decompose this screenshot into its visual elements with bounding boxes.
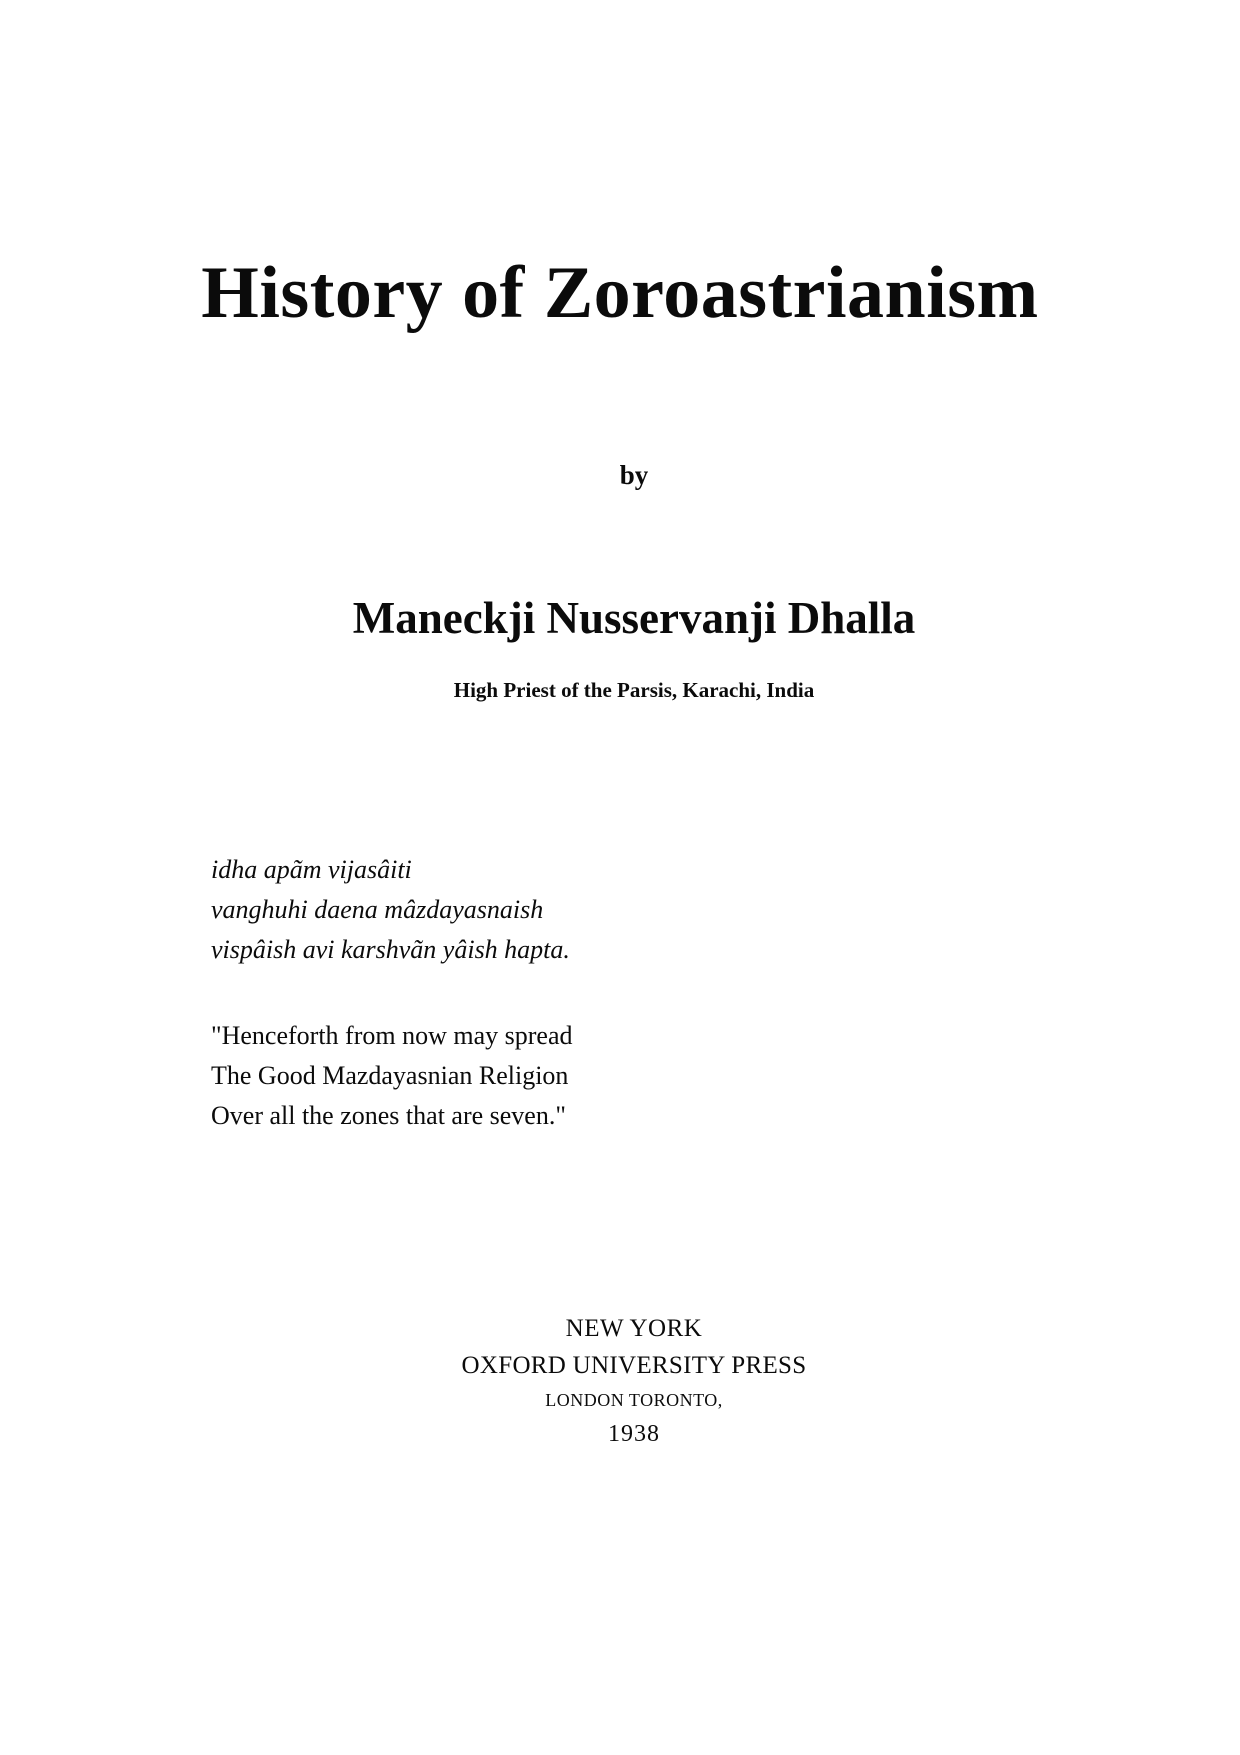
- epigraph-translation: [211, 1016, 573, 1136]
- avestan-line: vanghuhi daena mâzdayasnaish: [211, 895, 544, 924]
- translation-line: Over all the zones that are seven.": [211, 1101, 566, 1130]
- translation-line: "Henceforth from now may spread: [211, 1021, 573, 1050]
- imprint-other-cities: LONDON TORONTO,: [545, 1390, 723, 1410]
- imprint-press: OXFORD UNIVERSITY PRESS: [461, 1352, 807, 1379]
- translation-line: The Good Mazdayasnian Religion: [211, 1061, 569, 1090]
- avestan-line: idha apãm vijasâiti: [211, 855, 412, 884]
- avestan-line: vispâish avi karshvãn yâish hapta.: [211, 935, 570, 964]
- imprint-city: NEW YORK: [565, 1315, 703, 1342]
- imprint-year: 1938: [608, 1421, 660, 1447]
- book-title: History of Zoroastrianism: [201, 252, 1039, 334]
- by-line: by: [619, 460, 649, 490]
- author-affiliation: High Priest of the Parsis, Karachi, India: [453, 678, 815, 702]
- author-name: Maneckji Nusservanji Dhalla: [352, 593, 916, 643]
- publisher-imprint: [0, 1310, 1240, 1453]
- epigraph-avestan: [211, 850, 570, 970]
